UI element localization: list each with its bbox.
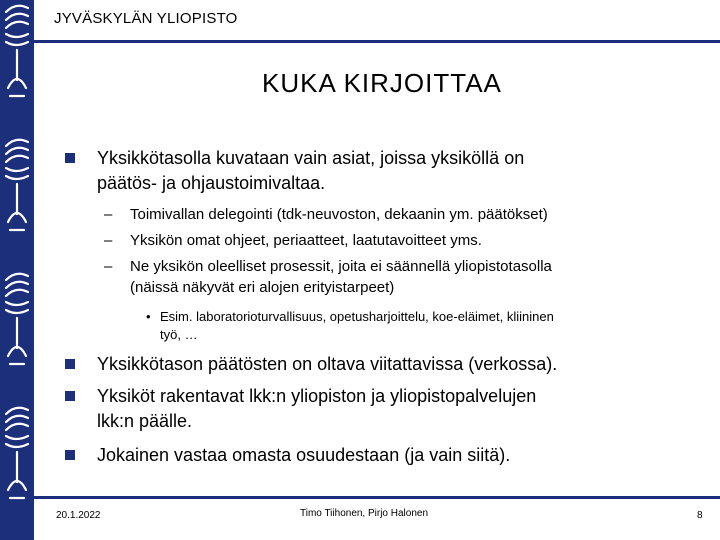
bullet-square-icon	[65, 450, 75, 460]
slide-title: KUKA KIRJOITTAA	[262, 68, 502, 98]
sub-item-text: Toimivallan delegointi (tdk-neuvoston, dekaanin ym. päätökset)	[130, 206, 548, 223]
bullet-text: Jokainen vastaa omasta osuudestaan (ja vain siitä).	[97, 445, 511, 465]
bullet-text: päätös- ja ohjaustoimivaltaa.	[97, 173, 326, 193]
university-emblem-icon	[0, 0, 34, 540]
footer-date: 20.1.2022	[56, 510, 101, 521]
sub-item	[104, 204, 548, 225]
bullet-square-icon	[65, 359, 75, 369]
sub-item	[104, 256, 552, 298]
bullet-text: Yksikkötasolla kuvataan vain asiat, joissa yksiköllä on	[97, 148, 525, 168]
subsub-item	[146, 308, 554, 344]
bullet-item	[97, 443, 510, 468]
footer-authors: Timo Tiihonen, Pirjo Halonen	[300, 508, 429, 519]
sub-item-text: Yksikön omat ohjeet, periaatteet, laatutavoitteet yms.	[130, 232, 482, 249]
bullet-text: Yksiköt rakentavat lkk:n yliopiston ja yliopistopalvelujen	[97, 386, 537, 406]
subsub-item-text: Esim. laboratorioturvallisuus, opetusharjoittelu, koe-eläimet, kliininen	[160, 309, 554, 324]
dash-bullet-icon: –	[104, 258, 113, 275]
dash-bullet-icon: –	[104, 206, 113, 223]
bullet-item	[97, 352, 557, 377]
bullet-square-icon	[65, 153, 75, 163]
bullet-item	[97, 146, 524, 196]
dot-bullet-icon: •	[146, 309, 151, 324]
university-name: JYVÄSKYLÄN YLIOPISTO	[54, 10, 238, 27]
header-divider	[34, 40, 720, 43]
university-logo-strip	[0, 0, 34, 540]
bullet-text: Yksikkötason päätösten on oltava viitattavissa (verkossa).	[97, 354, 558, 374]
sub-item-text: Ne yksikön oleelliset prosessit, joita ei säännellä yliopistotasolla	[130, 258, 552, 275]
sub-item	[104, 230, 482, 251]
page-number: 8	[697, 510, 703, 521]
footer-divider	[34, 496, 720, 499]
sub-item-text: (näissä näkyvät eri alojen erityistarpeet)	[130, 279, 395, 296]
bullet-text: lkk:n päälle.	[97, 411, 193, 431]
dash-bullet-icon: –	[104, 232, 113, 249]
subsub-item-text: työ, …	[160, 327, 198, 342]
bullet-item	[97, 384, 536, 434]
bullet-square-icon	[65, 391, 75, 401]
